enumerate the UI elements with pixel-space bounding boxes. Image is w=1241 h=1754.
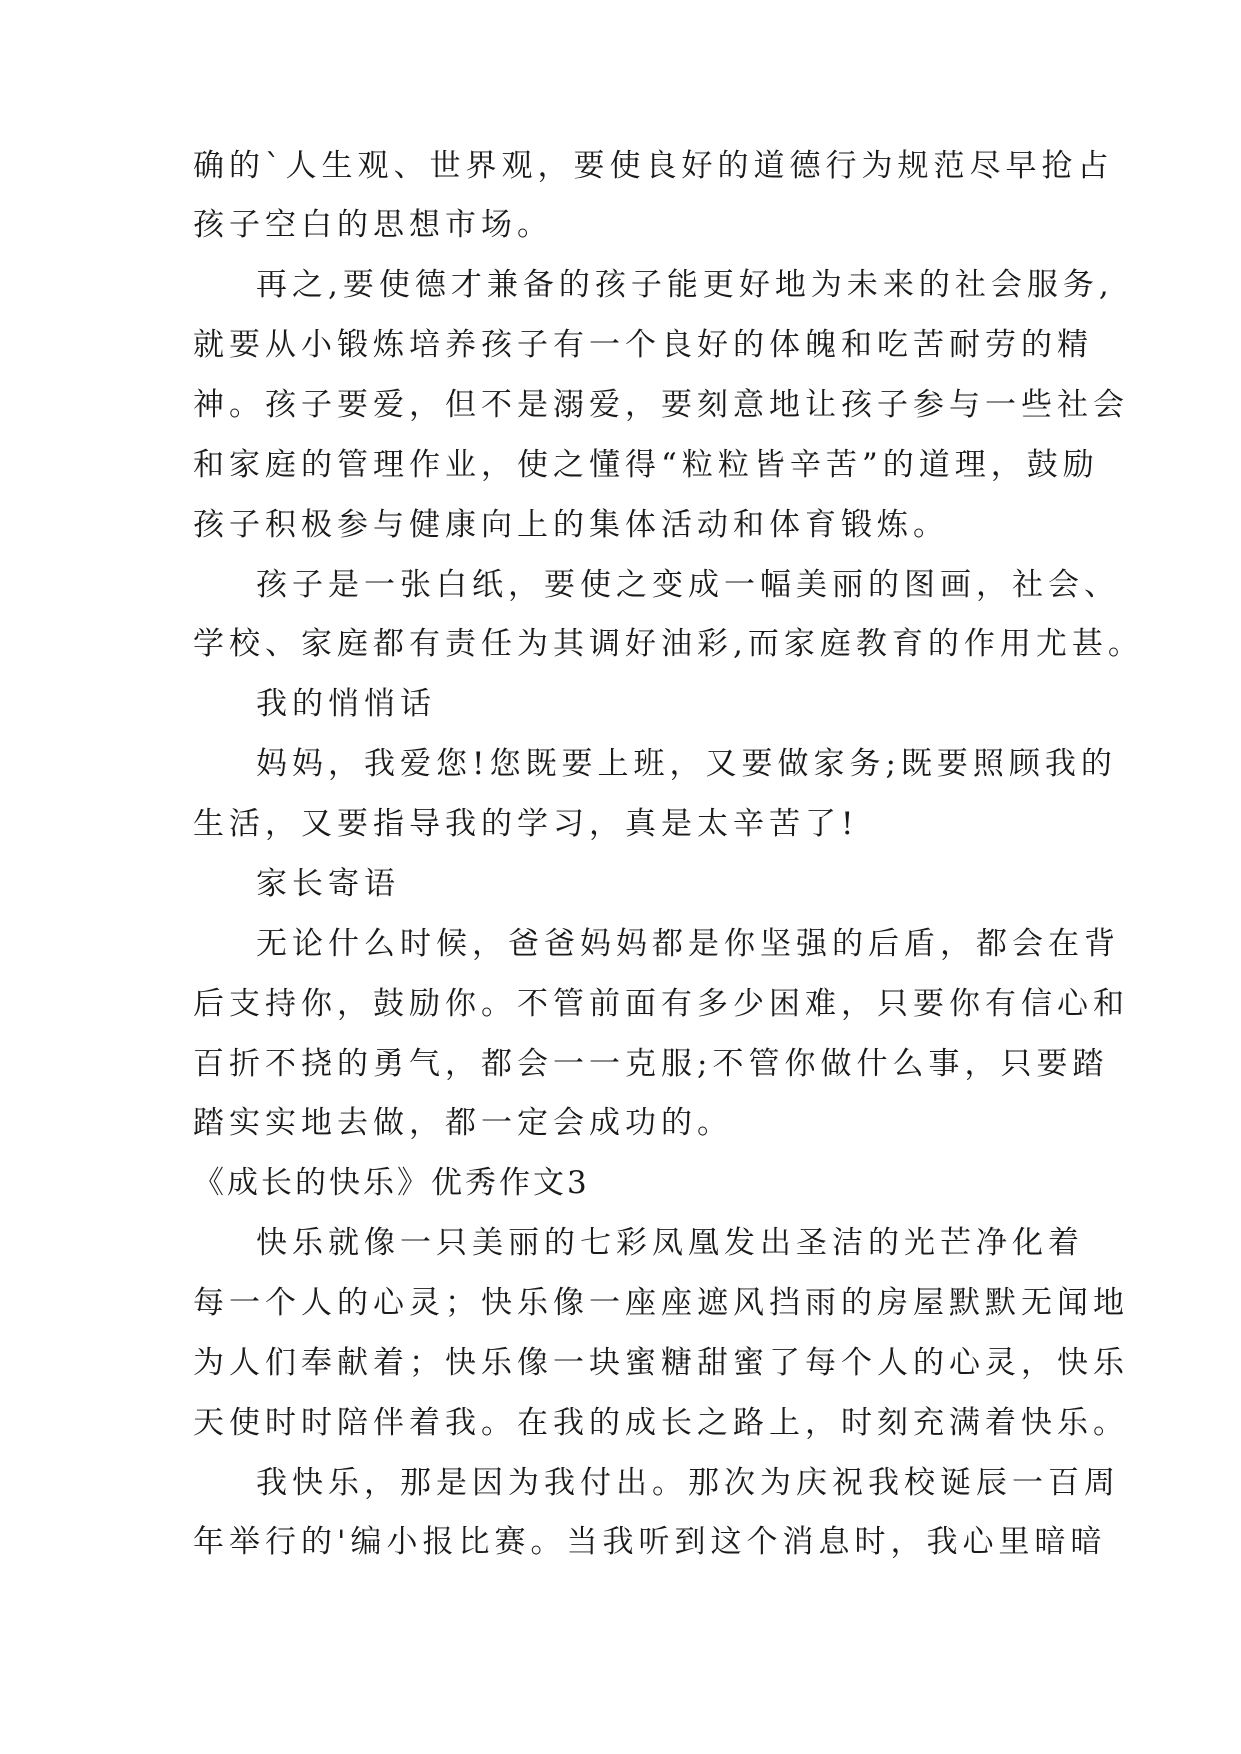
text-line: 神。孩子要爱，但不是溺爱，要刻意地让孩子参与一些社会 <box>193 387 1129 423</box>
text-line: 百折不挠的勇气，都会一一克服;不管你做什么事，只要踏 <box>193 1046 1109 1082</box>
text-line: 孩子空白的思想市场。 <box>193 207 553 243</box>
text-line: 无论什么时候，爸爸妈妈都是你坚强的后盾，都会在背 <box>256 926 1120 962</box>
text-line: 生活，又要指导我的学习，真是太辛苦了! <box>193 806 859 842</box>
text-line: 为人们奉献着；快乐像一块蜜糖甜蜜了每个人的心灵，快乐 <box>193 1345 1129 1381</box>
section-heading: 家长寄语 <box>256 866 400 902</box>
text-line: 学校、家庭都有责任为其调好油彩,而家庭教育的作用尤甚。 <box>193 626 1144 662</box>
text-line: 妈妈，我爱您!您既要上班，又要做家务;既要照顾我的 <box>256 746 1117 782</box>
text-line: 就要从小锻炼培养孩子有一个良好的体魄和吃苦耐劳的精 <box>193 327 1093 363</box>
text-line: 快乐就像一只美丽的七彩凤凰发出圣洁的光芒净化着 <box>256 1225 1084 1261</box>
text-line: 孩子积极参与健康向上的集体活动和体育锻炼。 <box>193 507 949 543</box>
text-line: 孩子是一张白纸，要使之变成一幅美丽的图画，社会、 <box>256 567 1120 603</box>
text-line: 踏实实地去做，都一定会成功的。 <box>193 1105 733 1141</box>
article-title: 《成长的快乐》优秀作文3 <box>193 1165 590 1201</box>
text-line: 年举行的'编小报比赛。当我听到这个消息时，我心里暗暗 <box>193 1524 1107 1560</box>
text-line: 后支持你，鼓励你。不管前面有多少困难，只要你有信心和 <box>193 986 1129 1022</box>
text-line: 和家庭的管理作业，使之懂得“粒粒皆辛苦”的道理，鼓励 <box>193 447 1099 483</box>
text-line: 再之,要使德才兼备的孩子能更好地为未来的社会服务, <box>256 267 1114 303</box>
text-line: 每一个人的心灵；快乐像一座座遮风挡雨的房屋默默无闻地 <box>193 1285 1129 1321</box>
text-line: 我快乐，那是因为我付出。那次为庆祝我校诞辰一百周 <box>256 1465 1120 1501</box>
text-line: 确的`人生观、世界观，要使良好的道德行为规范尽早抢占 <box>193 148 1114 184</box>
text-line: 天使时时陪伴着我。在我的成长之路上，时刻充满着快乐。 <box>193 1405 1129 1441</box>
section-heading: 我的悄悄话 <box>256 686 436 722</box>
